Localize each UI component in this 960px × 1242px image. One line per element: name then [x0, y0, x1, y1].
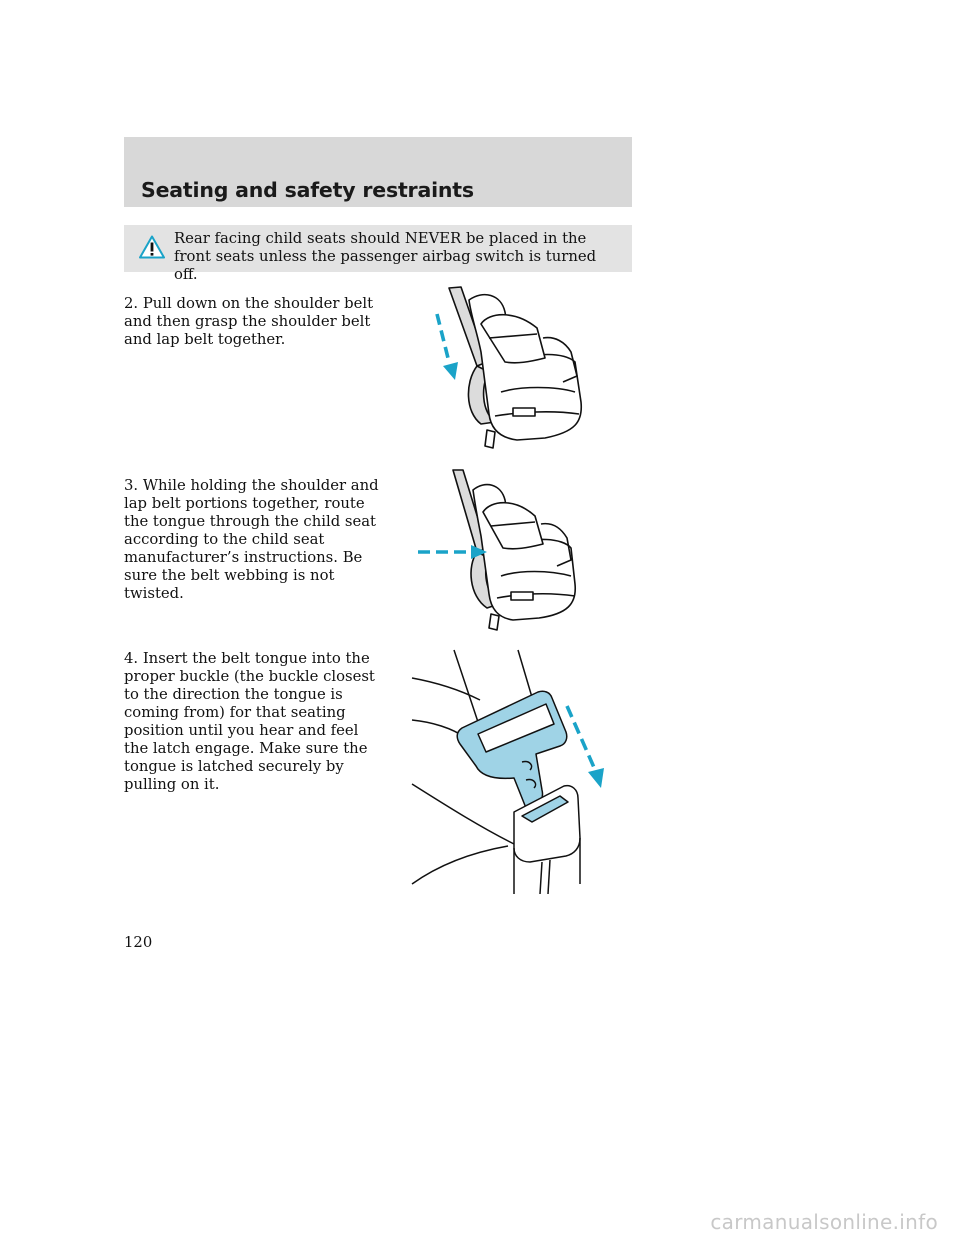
child-seat-route-belt-illustration	[415, 466, 595, 636]
warning-text: Rear facing child seats should NEVER be placed in the front seats unless the passenger airbag switch is turned off.	[174, 230, 597, 283]
step-4-text: 4. Insert the belt tongue into the proper buckle (the buckle closest to the direction the tongue is coming from) for that seating position until you hear and feel the latch engage. Make sure the tongue is latched securely by pulling on it.	[124, 650, 375, 793]
page-number: 120	[124, 934, 153, 951]
buckle-insert-illustration	[410, 648, 610, 896]
warning-triangle-icon	[139, 235, 165, 259]
section-title: Seating and safety restraints	[141, 178, 474, 202]
warning-box	[124, 225, 632, 283]
step-3-text: 3. While holding the shoulder and lap belt portions together, route the tongue through the child seat according to the child seat manufacturer’s instructions. Be sure the belt webbing is not twisted.	[124, 477, 379, 602]
child-seat-pull-belt-illustration	[425, 282, 595, 452]
section-header	[124, 137, 632, 207]
step-2-text: 2. Pull down on the shoulder belt and then grasp the shoulder belt and lap belt together.	[124, 295, 374, 348]
footer-watermark-link[interactable]: carmanualsonline.info	[710, 1210, 938, 1234]
